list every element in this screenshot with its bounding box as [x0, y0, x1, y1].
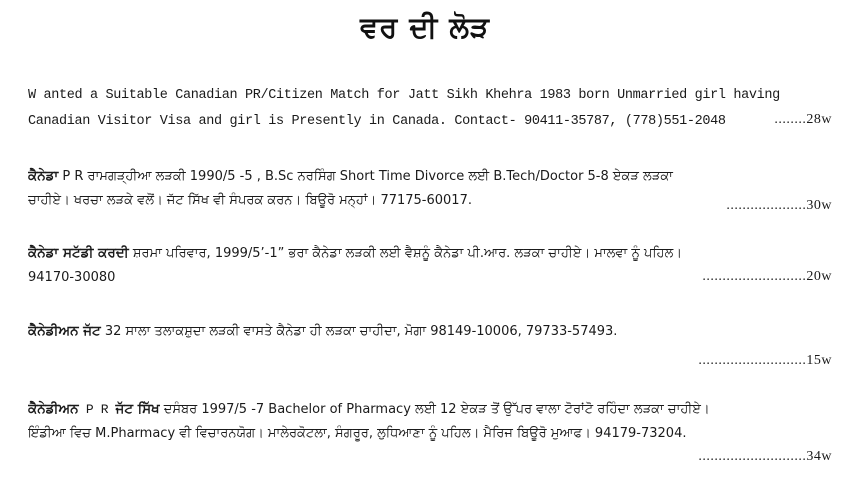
ad-line: ਸ਼ਰਮਾ ਪਰਿਵਾਰ, 1999/5’-1” ਭਰਾ ਕੈਨੇਡਾ ਲੜਕੀ ਲਈ ਵੈਸ਼ਨੂੰ ਕੈਨੇਡਾ ਪੀ.ਆਰ. ਲੜਕਾ ਚਾਹੀਏ। ਮਾਲਵਾ ਨੂੰ ਪਹਿਲ।: [128, 246, 683, 261]
ad-line: P R ਰਾਮਗੜ੍ਹੀਆ ਲੜਕੀ 1990/5 -5 , B.Sc ਨਰਸਿੰਗ Short Time Divorce ਲਈ B.Tech/Doctor 5-8 ਏਕੜ ਲੜਕਾ: [58, 169, 673, 184]
classified-ad: [28, 241, 832, 289]
ad-line: 32 ਸਾਲਾ ਤਲਾਕਸ਼ੁਦਾ ਲੜਕੀ ਵਾਸਤੇ ਕੈਨੇਡਾ ਹੀ ਲੜਕਾ ਚਾਹੀਦਾ, ਮੋਗਾ 98149-10006, 79733-57493.: [100, 324, 618, 339]
ad-line: 94170-30080: [28, 270, 116, 285]
ad-line: ਚਾਹੀਏ। ਖਰਚਾ ਲੜਕੇ ਵਲੋਂ। ਜੱਟ ਸਿੱਖ ਵੀ ਸੰਪਰਕ ਕਰਨ। ਬਿਊਰੋ ਮਨ੍ਹਾਂ। 77175-60017.: [28, 193, 472, 208]
ad-line: ਇੰਡੀਆ ਵਿਚ M.Pharmacy ਵੀ ਵਿਚਾਰਨਯੋਗ। ਮਾਲੇਰਕੋਟਲਾ, ਸੰਗਰੂਰ, ਲੁਧਿਆਣਾ ਨੂੰ ਪਹਿਲ। ਮੈਰਿਜ ਬਿਊਰੋ ਮੁਆਫ। 94179-73204.: [28, 426, 687, 441]
ad-lead: ਕੈਨੇਡਾ: [28, 168, 59, 184]
ad-code: ...........................15w: [698, 353, 832, 368]
page-title: ਵਰ ਦੀ ਲੋੜ: [360, 10, 490, 44]
classified-ad: [28, 397, 832, 469]
ad-lead: ਕੈਨੇਡੀਅਨ ਜੱਟ: [28, 323, 101, 339]
ad-code: ........28w: [774, 112, 832, 127]
ad-line: ਦਸੰਬਰ 1997/5 -7 Bachelor of Pharmacy ਲਈ 12 ਏਕੜ ਤੋਂ ਉੱਪਰ ਵਾਲਾ ਟੋਰਾਂਟੋ ਰਹਿੰਦਾ ਲੜਕਾ ਚਾਹੀਏ।: [159, 402, 710, 417]
ad-lead: ਜੱਟ ਸਿੱਖ: [115, 401, 160, 417]
ad-lead: ਕੈਨੇਡਾ ਸਟੱਡੀ ਕਰਦੀ: [28, 245, 129, 261]
ad-code: ..........................20w: [702, 269, 832, 284]
classified-ad: [28, 164, 832, 212]
classified-ad: [28, 84, 832, 132]
ad-code: ....................30w: [726, 198, 832, 212]
ad-pr: P R: [78, 402, 116, 417]
ad-line: Canadian Visitor Visa and girl is Presently in Canada. Contact- 90411-35787, (778)551-2048: [28, 114, 726, 129]
ad-line: W anted a Suitable Canadian PR/Citizen Match for Jatt Sikh Khehra 1983 born Unmarried girl having: [28, 88, 780, 103]
classified-ad: [28, 319, 832, 373]
ad-code: ...........................34w: [698, 449, 832, 464]
ad-lead: ਕੈਨੇਡੀਅਨ: [28, 401, 79, 417]
